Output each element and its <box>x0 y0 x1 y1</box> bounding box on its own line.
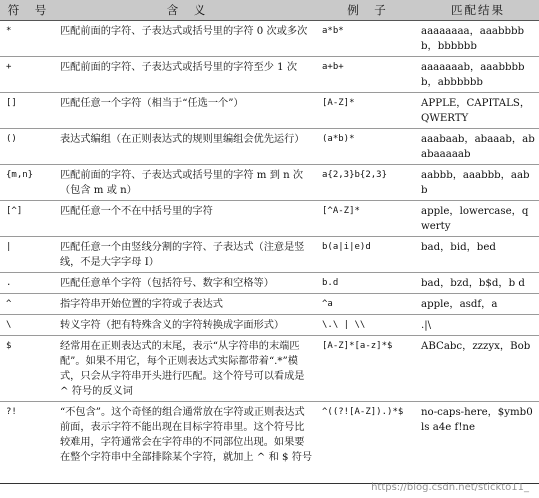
table-header <box>0 0 539 21</box>
result-cell: aaabaab，abaaab，ababaaaaab <box>417 129 539 165</box>
example-cell: b(a|i|e)d <box>318 237 417 273</box>
meaning-cell: 匹配前面的字符、子表达式或括号里的字符 m 到 n 次（包含 m 或 n） <box>56 165 318 201</box>
symbol-cell: $ <box>0 336 56 402</box>
symbol-cell: . <box>0 273 56 294</box>
header-symbol: 符 号 <box>0 0 56 21</box>
meaning-cell: 匹配任意一个不在中括号里的字符 <box>56 201 318 237</box>
symbol-cell: * <box>0 21 56 57</box>
example-cell: [A-Z]* <box>318 93 417 129</box>
meaning-cell: 表达式编组（在正则表达式的规则里编组会优先运行） <box>56 129 318 165</box>
table-row <box>0 201 539 237</box>
example-cell: a{2,3}b{2,3} <box>318 165 417 201</box>
example-cell: \.\ | \\ <box>318 315 417 336</box>
meaning-cell: 转义字符（把有特殊含义的字符转换成字面形式） <box>56 315 318 336</box>
result-cell: apple，lowercase，qwerty <box>417 201 539 237</box>
symbol-cell: \ <box>0 315 56 336</box>
table-row <box>0 129 539 165</box>
header-meaning: 含 义 <box>56 0 318 21</box>
table-row <box>0 21 539 57</box>
result-cell: .|\ <box>417 315 539 336</box>
result-cell: aaaaaaab，aaabbbbb，abbbbbb <box>417 57 539 93</box>
table-row <box>0 237 539 273</box>
result-cell: no-caps-here，$ymb0ls a4e f!ne <box>417 402 539 484</box>
example-cell: [A-Z]*[a-z]*$ <box>318 336 417 402</box>
symbol-cell: [^] <box>0 201 56 237</box>
meaning-cell: 经常用在正则表达式的末尾，表示“从字符串的末端匹配”。如果不用它，每个正则表达式实际都带着“.*”模式，只会从字符串开头进行匹配。这个符号可以看成是 ^ 符号的反义词 <box>56 336 318 402</box>
result-cell: ABCabc，zzzyx，Bob <box>417 336 539 402</box>
meaning-cell: 匹配前面的字符、子表达式或括号里的字符至少 1 次 <box>56 57 318 93</box>
meaning-cell: 匹配前面的字符、子表达式或括号里的字符 0 次或多次 <box>56 21 318 57</box>
meaning-cell: “不包含”。这个奇怪的组合通常放在字符或正则表达式前面，表示字符不能出现在目标字符串里。这个符号比较难用，字符通常会在字符串的不同部位出现。如果要在整个字符串中全部排除某个字符，就加上 ^ 和 $ 符号 <box>56 402 318 484</box>
symbol-cell: + <box>0 57 56 93</box>
table-row <box>0 336 539 402</box>
meaning-cell: 匹配任意一个字符（相当于“任选一个”） <box>56 93 318 129</box>
table-row <box>0 273 539 294</box>
table-row <box>0 93 539 129</box>
example-cell: a+b+ <box>318 57 417 93</box>
symbol-cell: ?! <box>0 402 56 484</box>
symbol-cell: [] <box>0 93 56 129</box>
symbol-cell: () <box>0 129 56 165</box>
watermark: https://blog.csdn.net/stickto11_ <box>371 482 529 493</box>
symbol-cell: | <box>0 237 56 273</box>
meaning-cell: 匹配任意单个字符（包括符号、数字和空格等） <box>56 273 318 294</box>
example-cell: b.d <box>318 273 417 294</box>
result-cell: bad，bzd，b$d，b d <box>417 273 539 294</box>
result-cell: apple，asdf，a <box>417 294 539 315</box>
table-row <box>0 57 539 93</box>
example-cell: ^a <box>318 294 417 315</box>
table-row <box>0 294 539 315</box>
meaning-cell: 匹配任意一个由竖线分割的字符、子表达式（注意是竖线，不是大字字母 I） <box>56 237 318 273</box>
symbol-cell: {m,n} <box>0 165 56 201</box>
example-cell: [^A-Z]* <box>318 201 417 237</box>
example-cell: ^((?![A-Z]).)*$ <box>318 402 417 484</box>
table-row <box>0 402 539 484</box>
meaning-cell: 指字符串开始位置的字符或子表达式 <box>56 294 318 315</box>
table-body <box>0 21 539 484</box>
table-row <box>0 315 539 336</box>
header-row <box>0 0 539 21</box>
result-cell: aabbb，aaabbb，aabb <box>417 165 539 201</box>
example-cell: a*b* <box>318 21 417 57</box>
symbol-cell: ^ <box>0 294 56 315</box>
result-cell: APPLE，CAPITALS，QWERTY <box>417 93 539 129</box>
header-example: 例 子 <box>318 0 417 21</box>
result-cell: bad，bid，bed <box>417 237 539 273</box>
header-result: 匹配结果 <box>417 0 539 21</box>
result-cell: aaaaaaaa，aaabbbbb，bbbbbb <box>417 21 539 57</box>
example-cell: (a*b)* <box>318 129 417 165</box>
table-row <box>0 165 539 201</box>
